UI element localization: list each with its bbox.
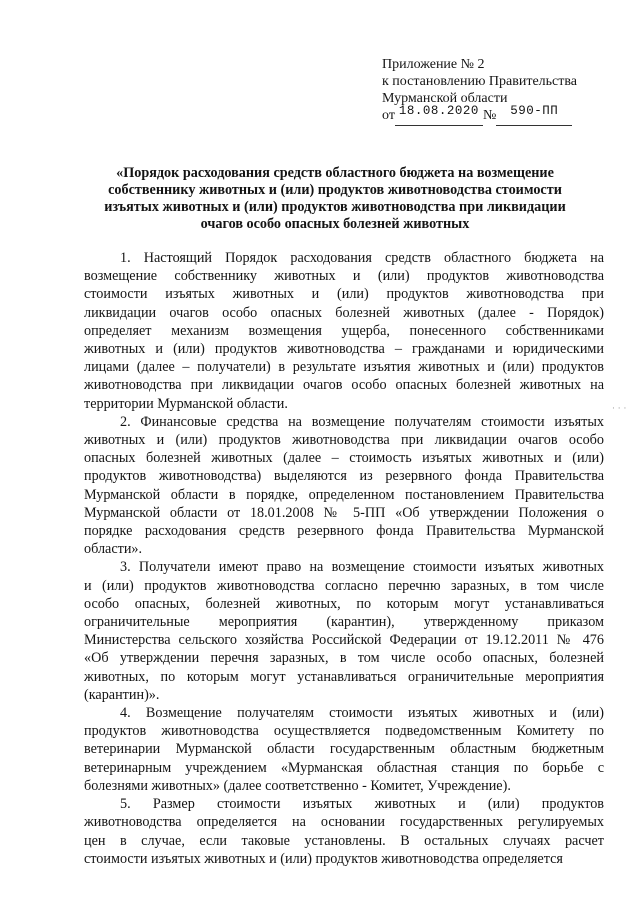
paragraph-line: ветеринарии Мурманской области государственным областным бюджетным xyxy=(84,741,604,758)
paragraph-line: стоимости изъятых животных и (или) продуктов животноводства определяется xyxy=(84,850,563,867)
paragraph-line: Мурманской области в порядке, определенном постановлением Правительства xyxy=(84,486,604,503)
paragraph-line: болезнями животных» (далее соответственно - Комитет, Учреждение). xyxy=(84,777,511,794)
appendix-header xyxy=(382,56,617,126)
paragraph-line: (карантин)». xyxy=(84,686,160,703)
paragraph-5 xyxy=(84,795,604,868)
paragraph-line: Мурманской области от 18.01.2008 № 5-ПП «Об утверждении Положения о xyxy=(84,504,604,521)
title-line: «Порядок расходования средств областного бюджета на возмещение xyxy=(116,165,554,181)
paragraph-line: 5. Размер стоимости изъятых животных и (или) продуктов xyxy=(120,796,604,813)
paragraph-line: ликвидации очагов особо опасных болезней животных (далее - Порядок) xyxy=(84,304,604,321)
paragraph-line: продуктов животноводства осуществляется подведомственным Комитету по xyxy=(84,723,604,740)
from-label: от xyxy=(382,108,395,123)
number-value: 590-ПП xyxy=(510,104,559,118)
paragraph-line: цен в случае, если таковые установлены. В остальных случаях расчет xyxy=(84,832,604,849)
title-line: изъятых животных и (или) продуктов животноводства при ликвидации xyxy=(104,199,566,215)
paragraph-2 xyxy=(84,413,604,559)
scan-artifact: · · · xyxy=(612,404,627,414)
paragraph-line: Министерства сельского хозяйства Российской Федерации от 19.12.2011 № 476 xyxy=(84,632,604,649)
paragraph-line: особо опасных, болезней животных, по которым могут устанавливаться xyxy=(84,595,604,612)
paragraph-line: «Об утверждении перечня заразных, в том числе особо опасных, болезней xyxy=(84,650,604,667)
paragraph-line: животноводства определяется на основании государственных регулируемых xyxy=(84,814,604,831)
paragraph-line: животноводства при ликвидации очагов особо опасных болезней животных на xyxy=(84,377,604,394)
appendix-resolution-ref: к постановлению Правительства xyxy=(382,74,578,89)
date-field xyxy=(395,104,483,126)
date-value: 18.08.2020 xyxy=(398,104,479,118)
paragraph-line: территории Мурманской области. xyxy=(84,395,288,412)
paragraph-line: лицами (далее – получатели) в результате изъятия животных и (или) продуктов xyxy=(84,359,604,376)
paragraph-line: и (или) продуктов животноводства согласно перечню заразных, в том числе xyxy=(84,577,604,594)
paragraph-line: возмещение собственнику животных и (или) продуктов животноводства xyxy=(84,268,604,285)
paragraph-line: 1. Настоящий Порядок расходования средств областного бюджета на xyxy=(120,250,604,266)
appendix-region: Мурманской области xyxy=(382,91,508,106)
paragraph-line: определяет механизм возмещения ущерба, понесенного собственниками xyxy=(84,322,604,339)
paragraph-line: 3. Получатели имеют право на возмещение стоимости изъятых животных xyxy=(120,559,604,576)
paragraph-1 xyxy=(84,249,604,413)
paragraph-line: животных и (или) продуктов животноводства при ликвидации очагов особо xyxy=(84,432,604,449)
appendix-title: Приложение № 2 xyxy=(382,57,485,72)
document-body xyxy=(84,249,604,868)
paragraph-line: стоимости изъятых животных и (или) продуктов животноводства при xyxy=(84,286,604,303)
paragraph-line: 2. Финансовые средства на возмещение получателям стоимости изъятых xyxy=(120,413,604,430)
document-title xyxy=(60,165,610,233)
paragraph-line: порядке расходования средств резервного фонда Правительства Мурманской xyxy=(84,523,604,540)
number-label: № xyxy=(482,108,497,123)
paragraph-line: 4. Возмещение получателям стоимости изъятых животных и (или) xyxy=(120,705,604,722)
paragraph-line: животных и (или) продуктов животноводства – гражданами и юридическими xyxy=(84,341,604,358)
appendix-date-line xyxy=(382,104,617,126)
paragraph-line: опасных болезней животных (далее – стоимость изъятых животных и (или) xyxy=(84,450,604,467)
paragraph-line: ветеринарным учреждением «Мурманская областная станция по борьбе с xyxy=(84,759,604,776)
paragraph-line: ограничительные мероприятия (карантин), утвержденному приказом xyxy=(84,614,604,631)
paragraph-line: области». xyxy=(84,541,143,558)
paragraph-line: животных, по которым могут устанавливаться ограничительные мероприятия xyxy=(84,668,604,685)
paragraph-4 xyxy=(84,704,604,795)
title-line: собственнику животных и (или) продуктов животноводства стоимости xyxy=(108,182,562,198)
title-line: очагов особо опасных болезней животных xyxy=(200,216,470,232)
paragraph-3 xyxy=(84,558,604,704)
paragraph-line: продуктов животноводства) выделяются из резервного фонда Правительства xyxy=(84,468,604,485)
number-field xyxy=(496,104,572,126)
